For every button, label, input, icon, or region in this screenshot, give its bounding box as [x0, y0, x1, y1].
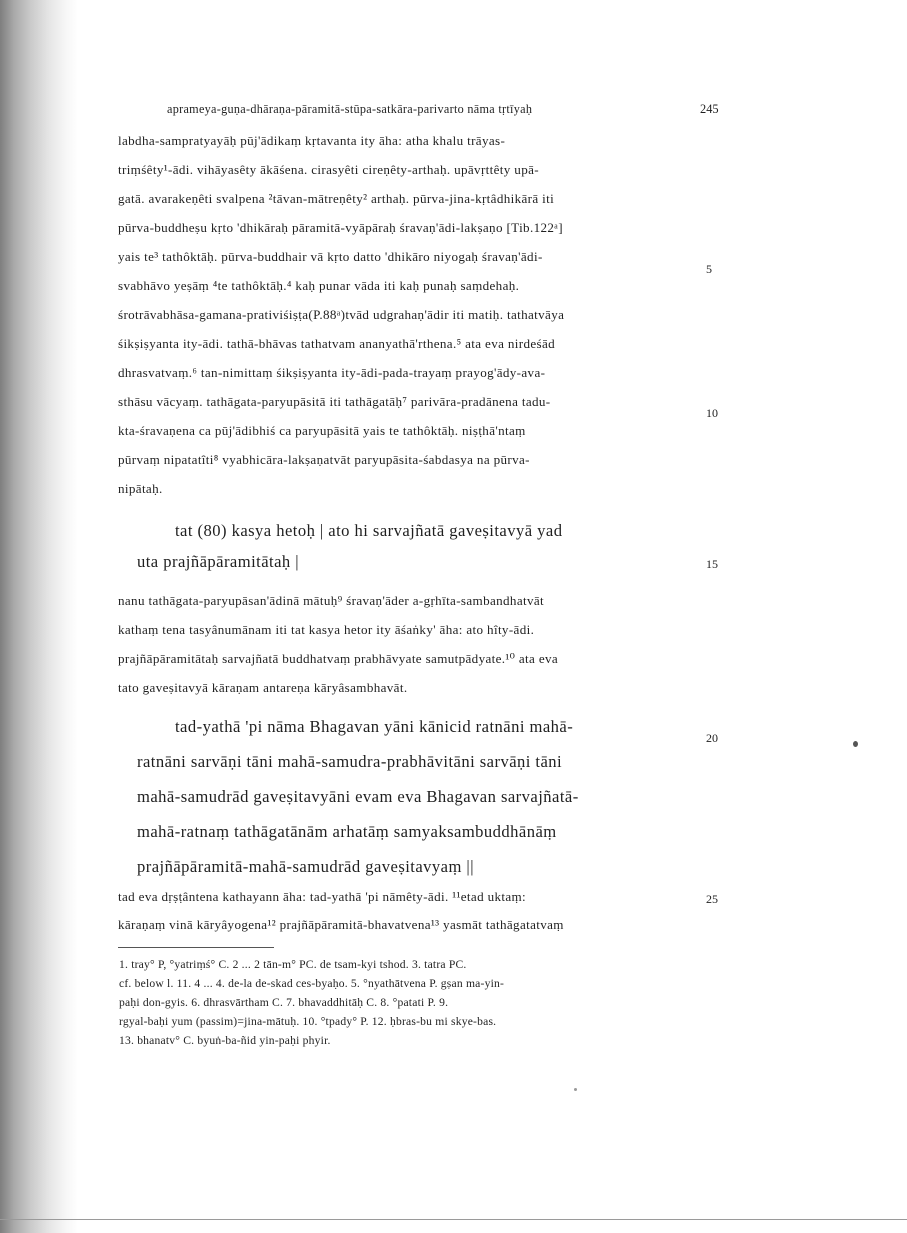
commentary-line: pūrva-buddheṣu kṛto 'dhikāraḥ pāramitā-vyāpāraḥ śravaṇ'ādi-lakṣaṇo [Tib.122ᵃ]	[118, 220, 563, 235]
line-number: 20	[706, 731, 718, 745]
scan-edge-line	[0, 1219, 907, 1220]
page-number: 245	[700, 102, 719, 116]
commentary-line: tad eva dṛṣṭântena kathayann āha: tad-yathā 'pi nāmêty-ādi. ¹¹etad uktaṃ:	[118, 889, 527, 904]
commentary-line: śikṣiṣyanta ity-ādi. tathā-bhāvas tathatvam ananyathā'rthena.⁵ ata eva nirdeśād	[118, 336, 556, 351]
commentary-line: svabhāvo yeṣāṃ ⁴te tathôktāḥ.⁴ kaḥ punar vāda iti kaḥ punaḥ saṃdehaḥ.	[118, 278, 520, 293]
book-binding-shadow	[0, 0, 78, 1233]
commentary-line: sthāsu vācyaṃ. tathāgata-paryupāsitā iti tathāgatāḥ⁷ parivāra-pradānena tadu-	[118, 394, 551, 409]
commentary-line: kāraṇaṃ vinā kāryâyogena¹² prajñāpāramitā-bhavatvena¹³ yasmāt tathāgatatvaṃ	[118, 917, 564, 932]
line-number: 5	[706, 262, 712, 276]
line-number: 15	[706, 557, 718, 571]
verse-line: mahā-samudrād gaveṣitavyāni evam eva Bhagavan sarvajñatā-	[137, 787, 579, 806]
ink-speck	[853, 741, 858, 747]
line-number: 10	[706, 406, 718, 420]
commentary-line: nipātaḥ.	[118, 481, 163, 496]
commentary-line: pūrvaṃ nipatatîti⁸ vyabhicāra-lakṣaṇatvāt paryupāsita-śabdasya na pūrva-	[118, 452, 530, 467]
commentary-line: kta-śravaṇena ca pūj'ādibhiś ca paryupāsitā yais te tathôktāḥ. niṣṭhā'ntaṃ	[118, 423, 526, 438]
commentary-line: labdha-sampratyayāḥ pūj'ādikaṃ kṛtavanta ity āha: atha khalu trāyas-	[118, 133, 506, 148]
footnote-line: cf. below l. 11. 4 ... 4. de-la de-skad ces-byaḥo. 5. °nyathātvena P. gṣan ma-yin-	[119, 977, 505, 990]
ink-speck	[574, 1088, 577, 1091]
commentary-line: kathaṃ tena tasyânumānam iti tat kasya hetor ity āśaṅky' āha: ato hîty-ādi.	[118, 622, 535, 637]
verse-line: uta prajñāpāramitātaḥ |	[137, 552, 300, 571]
running-title: aprameya-guṇa-dhāraṇa-pāramitā-stūpa-satkāra-parivarto nāma tṛtīyaḥ	[167, 102, 533, 116]
commentary-line: nanu tathāgata-paryupāsan'ādinā mātuḥ⁹ śravaṇ'āder a-gṛhīta-sambandhatvāt	[118, 593, 545, 608]
verse-line: ratnāni sarvāṇi tāni mahā-samudra-prabhāvitāni sarvāṇi tāni	[137, 752, 563, 771]
commentary-line: yais te³ tathôktāḥ. pūrva-buddhair vā kṛto datto 'dhikāro niyogaḥ śravaṇ'ādi-	[118, 249, 543, 264]
commentary-line: tato gaveṣitavyā kāraṇam antareṇa kāryâsambhavāt.	[118, 680, 408, 695]
commentary-line: gatā. avarakeṇêti svalpena ²tāvan-mātreṇêty² arthaḥ. pūrva-jina-kṛtâdhikārā iti	[118, 191, 555, 206]
footnote-rule	[118, 947, 274, 948]
verse-line: tat (80) kasya hetoḥ | ato hi sarvajñatā gaveṣitavyā yad	[175, 521, 563, 540]
footnote-line: 13. bhanatv° C. byuṅ-ba-ñid yin-paḥi phyir.	[119, 1034, 331, 1047]
footnote-line: paḥi don-gyis. 6. dhrasvārtham C. 7. bhavaddhitāḥ C. 8. °patati P. 9.	[119, 996, 449, 1009]
verse-line: tad-yathā 'pi nāma Bhagavan yāni kānicid ratnāni mahā-	[175, 717, 574, 736]
verse-line: prajñāpāramitā-mahā-samudrād gaveṣitavyaṃ ||	[137, 857, 474, 876]
commentary-line: prajñāpāramitātaḥ sarvajñatā buddhatvaṃ prabhāvyate samutpādyate.¹⁰ ata eva	[118, 651, 559, 666]
verse-line: mahā-ratnaṃ tathāgatānām arhatāṃ samyaksambuddhānāṃ	[137, 822, 557, 841]
footnote-line: rgyal-baḥi yum (passim)=jina-mātuḥ. 10. °tpady° P. 12. ḥbras-bu mi skye-bas.	[119, 1015, 497, 1028]
commentary-line: śrotrāvabhāsa-gamana-prativiśiṣṭa(P.88ᵃ)tvād udgrahaṇ'ādir iti matiḥ. tathatvāya	[118, 307, 565, 322]
commentary-line: triṃśêty¹-ādi. vihāyasêty ākāśena. cirasyêti cireṇêty-arthaḥ. upāvṛttêty upā-	[118, 162, 539, 177]
line-number: 25	[706, 892, 718, 906]
commentary-line: dhrasvatvaṃ.⁶ tan-nimittaṃ śikṣiṣyanta ity-ādi-pada-trayaṃ prayog'ādy-ava-	[118, 365, 546, 380]
footnote-line: 1. tray° P, °yatriṃś° C. 2 ... 2 tān-m° PC. de tsam-kyi tshod. 3. tatra PC.	[119, 958, 467, 971]
